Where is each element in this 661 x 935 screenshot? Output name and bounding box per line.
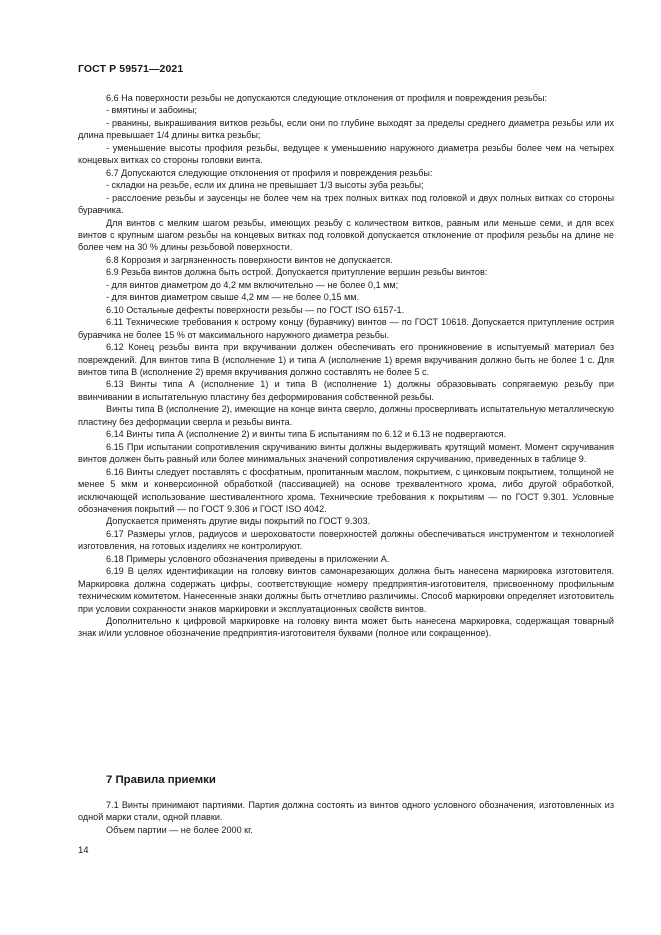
paragraph: - вмятины и забоины; xyxy=(106,105,198,116)
paragraph: - рванины, выкрашивания витков резьбы, если они по глубине выходят за пределы среднего диаметра резьбы или их длина превышает 1/4 длины витка резьбы; xyxy=(78,117,614,141)
page-number: 14 xyxy=(78,845,89,856)
paragraph: - для винтов диаметром свыше 4,2 мм — не более 0,15 мм. xyxy=(106,292,360,303)
paragraph: 7.1 Винты принимают партиями. Партия должна состоять из винтов одного условного обозначения, изготовленных из одной марки стали, одной плавки. xyxy=(78,800,614,823)
paragraph: 6.9 Резьба винтов должна быть острой. Допускается притупление вершин резьбы винтов: xyxy=(106,267,488,278)
paragraph: Для винтов с мелким шагом резьбы, имеющих резьбу с количеством витков, равным или меньше семи, и для всех винтов с крупным шагом резьбы на концевых витках под головкой допускается отклонение от профиля резьбы на длине не более чем на 30 % длины резьбовой поверхности. xyxy=(78,217,614,253)
section-6-body xyxy=(78,92,614,640)
section-7-title: 7 Правила приемки xyxy=(106,774,216,786)
paragraph: 6.8 Коррозия и загрязненность поверхности винтов не допускается. xyxy=(106,254,393,265)
paragraph: - складки на резьбе, если их длина не превышает 1/3 высоты зуба резьбы; xyxy=(106,180,424,191)
paragraph: 6.17 Размеры углов, радиусов и шероховатости поверхностей должны обеспечиваться инструментом и технологией изготовления, на готовых изделиях не контролируют. xyxy=(78,528,614,552)
paragraph: 6.16 Винты следует поставлять с фосфатным, пропитанным маслом, покрытием, с цинковым покрытием, толщиной не менее 5 мкм и конверсионной обработкой (пассивацией) на основе трехвалентного хрома, либо другой обработкой, исключающей использование шестивалентного хрома. Технические требования к покрытиям — по ГОСТ 9.301. Условные обозначения покрытий — по ГОСТ 9.306 и ГОСТ ISO 4042. xyxy=(78,466,614,514)
paragraph: 6.12 Конец резьбы винта при вкручивании должен обеспечивать его проникновение в испытуемый материал без повреждений. Для винтов типа В (исполнение 1) и типа А (исполнение 1) время вкручивания должно быть не более 1 с. Для винтов типа В (исполнение 2) время вкручивания должно составлять не более 5 с. xyxy=(78,342,614,377)
paragraph: 6.19 В целях идентификации на головку винтов самонарезающих должна быть нанесена маркировка изготовителя. Маркировка должна содержать цифры, соответствующие номеру предприятия-изготовителя, присвоенному профильным техническим комитетом. Нанесенные знаки должны быть отчетливо различимы. Способ маркировки определяет изготовитель при условии сохранности знаков маркировки и эксплуатационных свойств винтов. xyxy=(78,566,614,614)
paragraph: - для винтов диаметром до 4,2 мм включительно — не более 0,1 мм; xyxy=(106,279,399,290)
paragraph: Винты типа В (исполнение 2), имеющие на конце винта сверло, должны просверливать испытательную металлическую пластину без деформации сверла и резьбы винта. xyxy=(78,404,614,427)
paragraph: 6.10 Остальные дефекты поверхности резьбы — по ГОСТ ISO 6157-1. xyxy=(106,304,405,315)
paragraph: Допускается применять другие виды покрытий по ГОСТ 9.303. xyxy=(106,516,371,527)
paragraph: 6.13 Винты типа А (исполнение 1) и типа В (исполнение 1) должны образовывать сопрягаемую резьбу при ввинчивании в испытательную пластину без деформирования собственной резьбы. xyxy=(78,379,614,402)
paragraph: Объем партии — не более 2000 кг. xyxy=(106,824,253,835)
paragraph: - уменьшение высоты профиля резьбы, ведущее к уменьшению наружного диаметра резьбы более чем на четырех концевых витках со стороны головки винта. xyxy=(78,142,614,166)
paragraph: 6.7 Допускаются следующие отклонения от профиля и повреждения резьбы: xyxy=(106,167,433,178)
paragraph: - расслоение резьбы и заусенцы не более чем на трех полных витках под головкой и двух полных витках со стороны буравчика. xyxy=(78,192,614,216)
paragraph: 6.11 Технические требования к острому концу (буравчику) винтов — по ГОСТ 10618. Допускается притупление острия буравчика не более 15 % от максимального наружного диаметра резьбы. xyxy=(78,317,614,340)
paragraph: 6.14 Винты типа А (исполнение 2) и винты типа Б испытаниям по 6.12 и 6.13 не подвергаются. xyxy=(106,429,507,440)
document-header: ГОСТ Р 59571—2021 xyxy=(78,63,184,75)
section-7-body xyxy=(78,799,614,836)
paragraph: Дополнительно к цифровой маркировке на головку винта может быть нанесена маркировка, содержащая товарный знак и/или условное обозначение предприятия-изготовителя буквами (полное или сокращенное). xyxy=(78,616,614,639)
paragraph: 6.15 При испытании сопротивления скручиванию винты должны выдерживать крутящий момент. Момент скручивания винтов должен быть равный или более минимальных значений сопротивления скручиванию, приведенных в таблице 9. xyxy=(78,441,614,465)
paragraph: 6.6 На поверхности резьбы не допускаются следующие отклонения от профиля и повреждения резьбы: xyxy=(106,93,548,103)
paragraph: 6.18 Примеры условного обозначения приведены в приложении А. xyxy=(106,553,390,564)
